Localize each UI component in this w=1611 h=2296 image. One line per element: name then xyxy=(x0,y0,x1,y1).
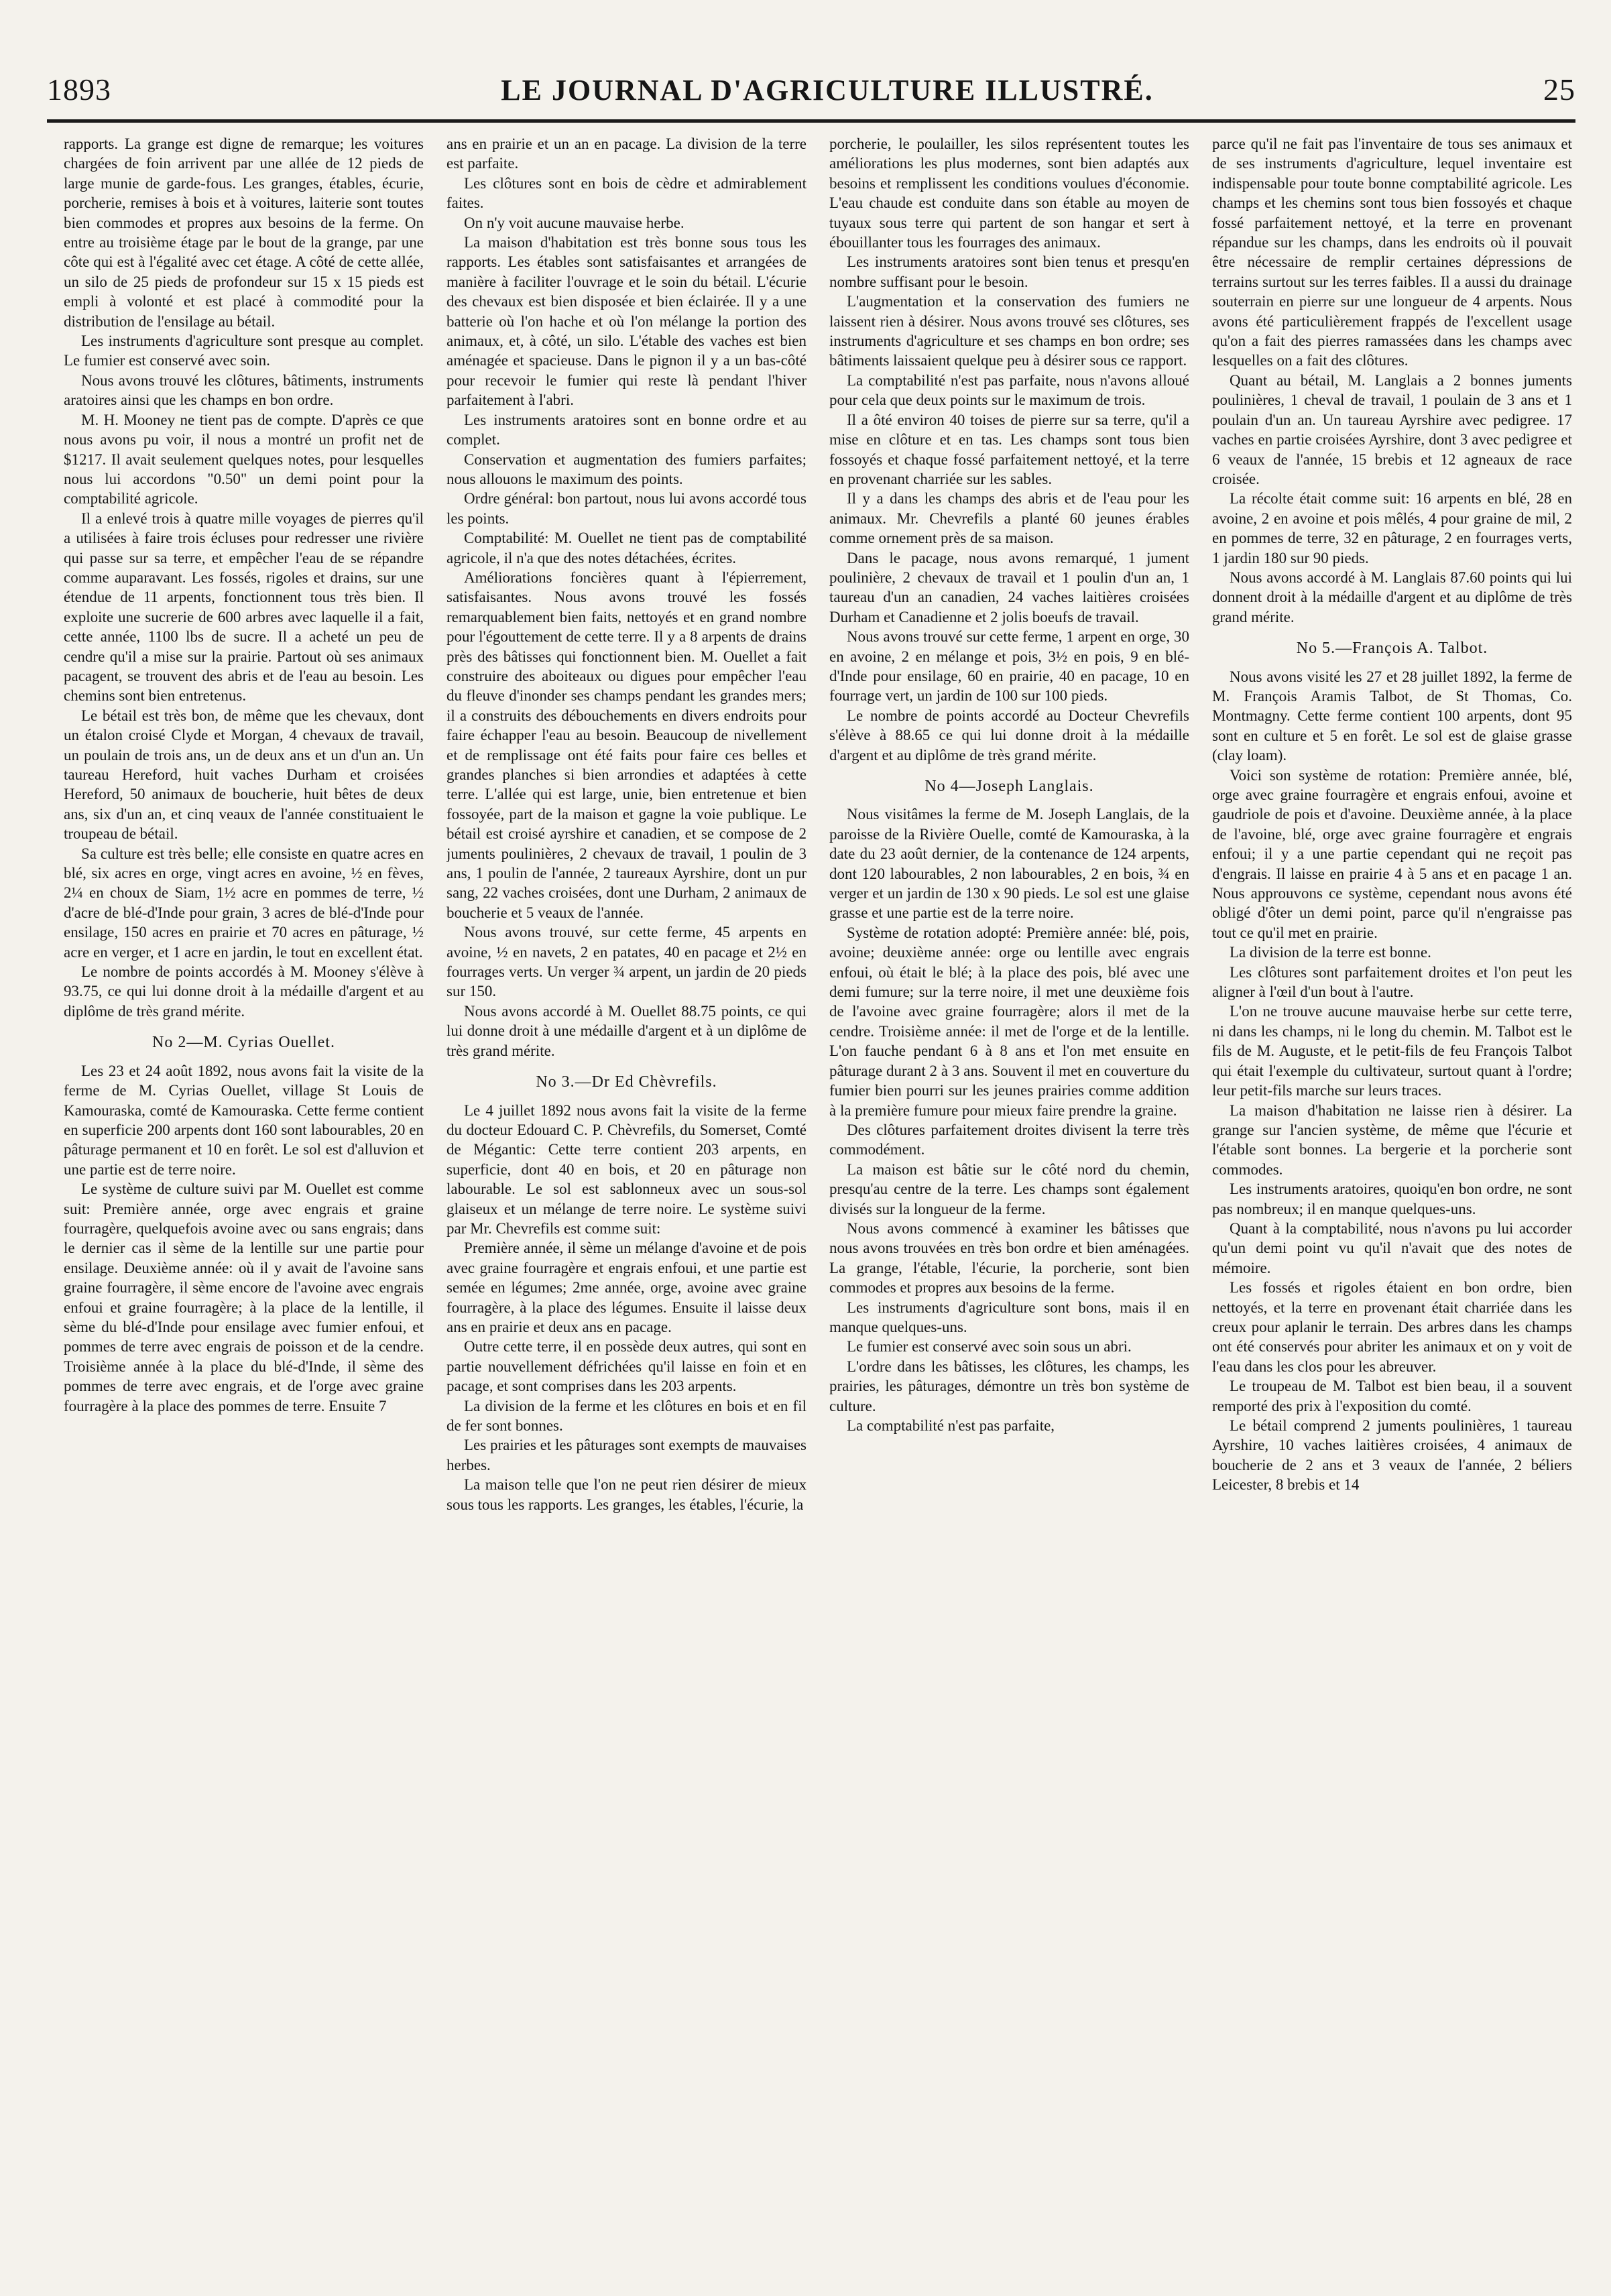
section-heading: No 4—Joseph Langlais. xyxy=(924,778,1094,795)
paragraph: L'on ne trouve aucune mauvaise herbe sur cette terre, ni dans les champs, ni le long du chemin. M. Talbot est le fils de M. Auguste, et le petit-fils de feu François Talbot qui était l'exemple du cultivateur, surtout quant à l'ordre; leur petit-fils marche sur leurs traces. xyxy=(1212,1003,1572,1099)
paragraph: Il y a dans les champs des abris et de l'eau pour les animaux. Mr. Chevrefils a planté 60 jeunes érables comme ornement près de sa maison. xyxy=(829,490,1189,547)
paragraph: Système de rotation adopté: Première année: blé, pois, avoine; deuxième année: orge ou lentille avec engrais enfoui, où était le blé; à la place des pois, blé avec une demi fumure; sur la terre noire, il met une deuxième fois de l'avoine avec graine fourragère; alors il met de la cendre. Troisième année: il met de l'orge et de la lentille. L'on fauche pendant 6 à 8 ans et l'on met ensuite en pâturage durant 2 à 3 ans. Souvent il met en couverture du fumier bien pourri sur les jeunes prairies comme addition à la première fumure pour mieux faire prendre la graine. xyxy=(829,924,1189,1119)
paragraph: Nous avons accordé à M. Langlais 87.60 points qui lui donnent droit à la médaille d'argent et au diplôme de très grand mérite. xyxy=(1212,568,1572,625)
paragraph: Sa culture est très belle; elle consiste en quatre acres en blé, six acres en orge, vingt acres en avoine, ½ en fèves, 2¼ en choux de Siam, 1½ acre en pommes de terre, ½ d'acre de blé-d'Inde pour grain, 3 acres de blé-d'Inde pour ensilage, 150 acres en prairie et 70 acres en pâturage, ½ acre en verger, et 1 acre en jardin, le tout en excellent état. xyxy=(64,845,424,961)
paragraph: Les instruments d'agriculture sont bons, mais il en manque quelques-uns. xyxy=(829,1298,1189,1335)
paragraph: La comptabilité n'est pas parfaite, nous n'avons alloué pour cela que deux points sur le maximum de trois. xyxy=(829,371,1189,409)
paragraph: Nous avons trouvé sur cette ferme, 1 arpent en orge, 30 en avoine, 2 en mélange et pois, 3½ en pois, 9 en blé-d'Inde pour ensilage, 60 en prairie, 40 en pacage, 10 en fourrage vert, un jardin de 100 sur 100 pieds. xyxy=(829,628,1189,705)
paragraph: Nous avons accordé à M. Ouellet 88.75 points, ce qui lui donne droit à une médaille d'argent et à un diplôme de très grand mérite. xyxy=(446,1002,807,1059)
page-header xyxy=(47,60,1575,107)
section-heading: No 5.—François A. Talbot. xyxy=(1296,640,1488,658)
journal-title: LE JOURNAL D'AGRICULTURE ILLUSTRÉ. xyxy=(501,74,1154,107)
paragraph: La comptabilité n'est pas parfaite, xyxy=(847,1417,1055,1434)
paragraph: Première année, il sème un mélange d'avoine et de pois avec graine fourragère et engrais enfoui, et une partie est semée en légumes; 2me année, orge, avoine avec graine fourragère, à la place des légumes. Ensuite il laisse deux ans en prairie et deux ans en pacage. xyxy=(446,1240,807,1335)
paragraph: La maison est bâtie sur le côté nord du chemin, presqu'au centre de la terre. Les champs sont également divisés sur la longueur de la ferme. xyxy=(829,1160,1189,1217)
paragraph: Le système de culture suivi par M. Ouellet est comme suit: Première année, orge avec engrais et graine fourragère, quelquefois avoine avec ou sans engrais; dans le dernier cas il sème de la lentille sur une partie pour ensilage. Deuxième année: où il y avait de l'avoine sans graine fourragère, il sème encore de l'avoine avec engrais enfoui et graine fourragère; à la place de la lentille, il sème du blé-d'Inde pour ensilage avec fumier enfoui, et pommes de terre avec engrais de poisson et de la cendre. Troisième année à la place du blé-d'Inde, il sème des pommes de terre avec engrais, et de l'orge avec graine fourragère à la place des pommes de terre. Ensuite 7 xyxy=(64,1181,424,1414)
paragraph: Le bétail est très bon, de même que les chevaux, dont un étalon croisé Clyde et Morgan, 4 chevaux de travail, un poulain de trois ans, un de deux ans et un d'un an. Un taureau Hereford, huit vaches Durham et croisées Hereford, 50 animaux de boucherie, huit bêtes de deux ans, six d'un an, et cinq veaux de l'année constituaient le troupeau de bétail. xyxy=(64,707,424,843)
page-number: 25 xyxy=(1543,72,1575,107)
paragraph: Voici son système de rotation: Première année, blé, orge avec graine fourragère et engrais enfoui, avoine et gaudriole de pois et d'avoine. Deuxième année, à la place de l'avoine, blé, orge avec graine fourragère et engrais enfoui; il y a une partie cependant qui ne reçoit pas d'engrais. Il laisse en prairie 4 à 5 ans et en pacage 1 an. Nous approuvons ce système, cependant nous avons été obligé d'ôter un demi point, parce qu'il n'engraisse pas tout ce qu'il met en prairie. xyxy=(1212,766,1572,941)
paragraph: rapports. La grange est digne de remarque; les voitures chargées de foin arrivent par une allée de 12 pieds de large munie de garde-fous. Les granges, étables, écurie, porcherie, remises à bois et à voitures, laiterie sont toutes bien commodes et propres aux besoins de la ferme. On entre au troisième étage par le bout de la grange, par une côte qui est à l'égalité avec cet étage. A côté de cette allée, un silo de 25 pieds de profondeur sur 15 x 15 pieds est empli à volonté et est placé à commodité pour la distribution de l'ensilage au bétail. xyxy=(64,135,424,330)
paragraph: Les 23 et 24 août 1892, nous avons fait la visite de la ferme de M. Cyrias Ouellet, village St Louis de Kamouraska, comté de Kamouraska. Cette ferme contient en superficie 200 arpents dont 160 sont labourables, 20 en pâturage permanent et 10 en forêt. Le sol est d'alluvion et une partie est de terre noire. xyxy=(64,1062,424,1178)
paragraph: Les instruments aratoires sont en bonne ordre et au complet. xyxy=(446,411,807,448)
paragraph: Nous visitâmes la ferme de M. Joseph Langlais, de la paroisse de la Rivière Ouelle, comté de Kamouraska, à la date du 23 août dernier, de la contenance de 124 arpents, dont 120 labourables, 2 non labourables, 2 en bois, ¾ en verger et un jardin de 130 x 90 pieds. Le sol est une glaise grasse et une partie est de la terre noire. xyxy=(829,806,1189,922)
paragraph: La maison d'habitation est très bonne sous tous les rapports. Les étables sont satisfaisantes et arrangées de manière à faciliter l'ouvrage et le soin du bétail. L'écurie des chevaux est bien disposée et bien éclairée. Il y a une batterie où l'on hache et où l'on mélange la portion des animaux, et, à côté, un silo. L'étable des vaches est bien aménagée et spacieuse. Dans le pignon il y a un bas-côté pour recevoir le fumier qui reste là pendant l'hiver parfaitement à l'abri. xyxy=(446,234,807,409)
header-rule xyxy=(47,119,1575,123)
paragraph: Comptabilité: M. Ouellet ne tient pas de comptabilité agricole, il n'a que des notes détachées, écrites. xyxy=(446,530,807,566)
paragraph: Ordre général: bon partout, nous lui avons accordé tous les points. xyxy=(446,490,807,527)
column-4 xyxy=(1212,134,1572,2259)
paragraph: La division de la ferme et les clôtures en bois et en fil de fer sont bonnes. xyxy=(446,1397,807,1434)
paragraph: Le fumier est conservé avec soin sous un abri. xyxy=(847,1338,1132,1355)
paragraph: La maison d'habitation ne laisse rien à désirer. La grange sur l'ancien système, de même que l'écurie et l'étable sont bonnes. La bergerie et la porcherie sont commodes. xyxy=(1212,1101,1572,1178)
paragraph: M. H. Mooney ne tient pas de compte. D'après ce que nous avons pu voir, il nous a montré un profit net de $1217. Il avait seulement quelques notes, pour lesquelles nous lui accordons "0.50" un demi point pour la comptabilité agricole. xyxy=(64,411,424,507)
paragraph: L'augmentation et la conservation des fumiers ne laissent rien à désirer. Nous avons trouvé ses clôtures, ses instruments d'agriculture et ses champs en bon ordre; ses bâtiments laissaient quelque peu à désirer sous ce rapport. xyxy=(829,293,1189,369)
paragraph: On n'y voit aucune mauvaise herbe. xyxy=(464,214,684,231)
paragraph: Les prairies et les pâturages sont exempts de mauvaises herbes. xyxy=(446,1437,807,1473)
paragraph: Les instruments aratoires, quoiqu'en bon ordre, ne sont pas nombreux; il en manque quelques-uns. xyxy=(1212,1181,1572,1217)
paragraph: Les clôtures sont parfaitement droites et l'on peut les aligner à l'œil d'un bout à l'autre. xyxy=(1212,963,1572,1001)
section-heading: No 3.—Dr Ed Chèvrefils. xyxy=(536,1073,717,1091)
paragraph: Les instruments aratoires sont bien tenus et presqu'en nombre suffisant pour le besoin. xyxy=(829,253,1189,290)
paragraph: La récolte était comme suit: 16 arpents en blé, 28 en avoine, 2 en avoine et pois mêlés, 4 pour graine de mil, 2 en pommes de terre, 32 en pâturage, 2 en fourrages verts, 1 jardin 180 sur 90 pieds. xyxy=(1212,490,1572,566)
paragraph: La maison telle que l'on ne peut rien désirer de mieux sous tous les rapports. Les granges, les étables, l'écurie, la xyxy=(446,1476,807,1513)
paragraph: Il a ôté environ 40 toises de pierre sur sa terre, qu'il a mise en clôture et en tas. Les champs sont tous bien fossoyés et chaque fossé parfaitement nettoyé, et la terre en provenant charriée sur les sables. xyxy=(829,411,1189,487)
header-year: 1893 xyxy=(47,72,111,107)
article-columns xyxy=(64,134,1572,2259)
paragraph: Nous avons visité les 27 et 28 juillet 1892, la ferme de M. François Aramis Talbot, de St Thomas, Co. Montmagny. Cette ferme contient 100 arpents, dont 95 sont en culture et 5 en forêt. Le sol est de glaise grasse (clay loam). xyxy=(1212,668,1572,764)
paragraph: Quant à la comptabilité, nous n'avons pu lui accorder qu'un demi point vu qu'il n'avait que des notes de mémoire. xyxy=(1212,1219,1572,1276)
paragraph: Les fossés et rigoles étaient en bon ordre, bien nettoyés, et la terre en provenant était charriée dans les creux pour aplanir le terrain. Des arbres dans les champs ont été conservés pour abriter les animaux et on y voit de l'eau dans les clos pour les abreuver. xyxy=(1212,1279,1572,1375)
paragraph: Nous avons trouvé les clôtures, bâtiments, instruments aratoires ainsi que les champs en bon ordre. xyxy=(64,371,424,409)
paragraph: porcherie, le poulailler, les silos représentent toutes les améliorations les plus modernes, sont bien adaptés aux besoins et remplissent les conditions voulues d'économie. L'eau chaude est conduite dans son étable au moyen de tuyaux sous terre qui partent de son hangar et sert à ébouillanter tous les fourrages des animaux. xyxy=(829,135,1189,251)
paragraph: L'ordre dans les bâtisses, les clôtures, les champs, les prairies, les pâturages, démontre un très bon système de culture. xyxy=(829,1357,1189,1414)
paragraph: Les instruments d'agriculture sont presque au complet. Le fumier est conservé avec soin. xyxy=(64,333,424,369)
paragraph: Nous avons trouvé, sur cette ferme, 45 arpents en avoine, ½ en navets, 2 en patates, 40 en pacage et 2½ en fourrages verts. Un verger ¾ arpent, un jardin de 20 pieds sur 150. xyxy=(446,924,807,1000)
paragraph: Il a enlevé trois à quatre mille voyages de pierres qu'il a utilisées à faire trois écluses pour redresser une rivière qui passe sur sa terre, et empêcher l'eau de se répandre comme auparavant. Les fossés, rigoles et drains, sur une étendue de 11 arpents, fonctionnent tous très bien. Il exploite une sucrerie de 600 arbres avec laquelle il a fait, cette année, 1100 lbs de sucre. Il a acheté un peu de cendre qu'il a mise sur la prairie. Partout où ses animaux pacagent, se trouvent des abris et de l'eau au besoin. Les chemins sont bien entretenus. xyxy=(64,509,424,705)
paragraph: ans en prairie et un an en pacage. La division de la terre est parfaite. xyxy=(446,135,807,172)
paragraph: La division de la terre est bonne. xyxy=(1230,944,1431,961)
paragraph: Nous avons commencé à examiner les bâtisses que nous avons trouvées en très bon ordre et bien aménagées. La grange, l'étable, l'écurie, la porcherie, sont bien commodes et propres aux besoins de la ferme. xyxy=(829,1219,1189,1296)
paragraph: Améliorations foncières quant à l'épierrement, satisfaisantes. Nous avons trouvé les fossés remarquablement bien faits, nettoyés et en grand nombre pour l'égouttement de cette terre. Il y a 8 arpents de drains près des bâtisses qui fonctionnent bien. M. Ouellet a fait construire des aboiteaux ou digues pour empêcher l'eau du fleuve d'inonder ses champs pendant les grandes mers; il a construits des débouchements en divers endroits pour faire échapper l'eau au besoin. Beaucoup de nivellement et de remplissage ont été faits pour faire ces belles et grandes planches si bien arrondies et adaptées à cette terre. L'allée qui est large, unie, bien entretenue et bien fossoyée, part de la maison et gagne la voie publique. Le bétail est croisé ayrshire et canadien, et se compose de 2 juments poulinières, 2 chevaux de travail, 1 poulin de 3 ans, 1 poulin de l'année, 2 taureaux Ayrshire, dont un pur sang, 22 vaches croisées, dont une Durham, 2 animaux de boucherie et 5 veaux de l'année. xyxy=(446,568,807,921)
column-2 xyxy=(446,134,807,2259)
column-1 xyxy=(64,134,424,2259)
paragraph: parce qu'il ne fait pas l'inventaire de tous ses animaux et de ses instruments d'agriculture, lequel inventaire est indispensable pour toute bonne comptabilité agricole. Les champs et les chemins sont tous bien fossoyés et chaque fossé parfaitement nettoyé, et la terre en provenant répandue sur les champs, dans les endroits où il pouvait être nécessaire de remplir certaines dépressions de terrains surtout sur les terres faibles. Il a aussi du drainage souterrain en pierre sur une longueur de 4 arpents. Nous avons été particulièrement frappés de l'excellent usage qu'on a fait des pierres ramassées dans les champs avec lesquelles on a fait des clôtures. xyxy=(1212,135,1572,369)
paragraph: Le 4 juillet 1892 nous avons fait la visite de la ferme du docteur Edouard C. P. Chèvrefils, du Somerset, Comté de Mégantic: Cette terre contient 203 arpents, en superficie, dont 40 en bois, et 20 en pâturage non labourable. Le sol est sablonneux avec un sous-sol glaiseux et un mélange de terre noire. Le système suivi par Mr. Chevrefils est comme suit: xyxy=(446,1101,807,1237)
paragraph: Le bétail comprend 2 juments poulinières, 1 taureau Ayrshire, 10 vaches laitières croisées, 4 animaux de boucherie de 2 ans et 3 veaux de l'année, 2 béliers Leicester, 8 brebis et 14 xyxy=(1212,1417,1572,1494)
column-3 xyxy=(829,134,1189,2259)
paragraph: Le nombre de points accordé au Docteur Chevrefils s'élève à 88.65 ce qui lui donne droit à la médaille d'argent et au diplôme de très grand mérite. xyxy=(829,707,1189,764)
paragraph: Le troupeau de M. Talbot est bien beau, il a souvent remporté des prix à l'exposition du comté. xyxy=(1212,1378,1572,1414)
paragraph: Outre cette terre, il en possède deux autres, qui sont en partie nouvellement défrichées qu'il laisse en foin et en pacage, et sont comprises dans les 203 arpents. xyxy=(446,1338,807,1395)
paragraph: Le nombre de points accordés à M. Mooney s'élève à 93.75, ce qui lui donne droit à la médaille d'argent et au diplôme de très grand mérite. xyxy=(64,963,424,1020)
paragraph: Les clôtures sont en bois de cèdre et admirablement faites. xyxy=(446,174,807,212)
paragraph: Quant au bétail, M. Langlais a 2 bonnes juments poulinières, 1 cheval de travail, 1 poulain de 3 ans et 1 poulain d'un an. Un taureau Ayrshire avec pedigree. 17 vaches en partie croisées Ayrshire, dont 3 avec pedigree et 6 veaux de l'année, 15 brebis et 12 agneaux de race croisée. xyxy=(1212,371,1572,487)
paragraph: Conservation et augmentation des fumiers parfaites; nous allouons le maximum des points. xyxy=(446,450,807,487)
paragraph: Des clôtures parfaitement droites divisent la terre très commodément. xyxy=(829,1121,1189,1158)
paragraph: Dans le pacage, nous avons remarqué, 1 jument poulinière, 2 chevaux de travail et 1 poulin d'un an, 1 taureau d'un an canadien, 24 vaches laitières croisées Durham et Canadienne et 2 jolis boeufs de travail. xyxy=(829,549,1189,625)
section-heading: No 2—M. Cyrias Ouellet. xyxy=(152,1034,335,1052)
